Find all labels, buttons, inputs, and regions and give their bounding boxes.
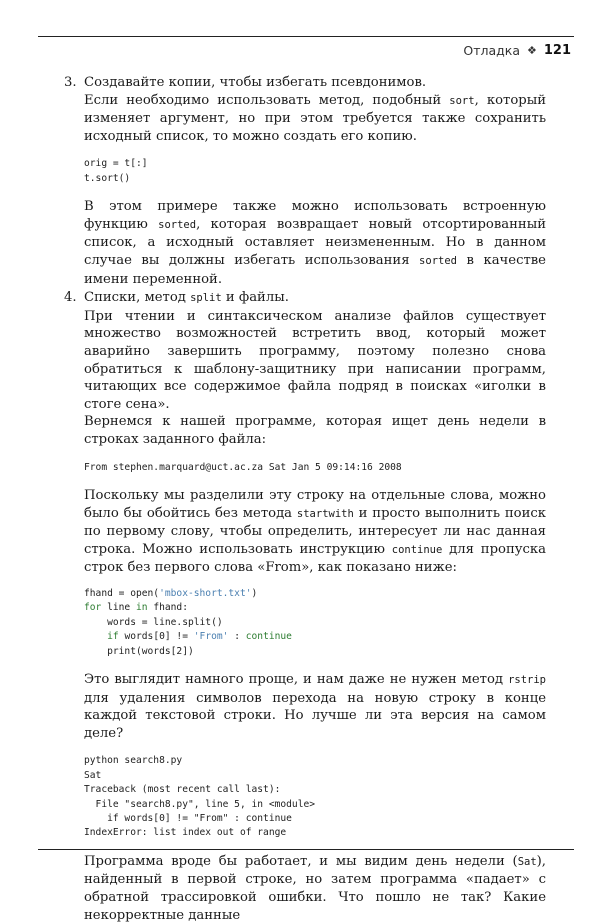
item3-title: Создавайте копии, чтобы избегать псевдонимов. <box>84 75 427 90</box>
code-block-copy: orig = t[:] t.sort() <box>84 158 148 184</box>
list-item-3 <box>64 74 546 288</box>
item3-paragraph-1: Если необходимо использовать метод, подобный sort, который изменяет аргумент, но при этом требуется также сохранить исходный список, то можно создать его копию. <box>84 92 546 144</box>
item3-paragraph-2: В этом примере также можно использовать встроенную функцию sorted, которая возвращает новый отсортированный список, а исходный оставляет неизмененным. Но в данном случае вы должны избегать использования sorted в качестве имени переменной. <box>84 199 546 287</box>
item4-paragraph-2: Вернемся к нашей программе, которая ищет день недели в строках заданного файла: <box>84 414 546 447</box>
item4-paragraph-3: Поскольку мы разделили эту строку на отдельные слова, можно было бы обойтись без метода startwith и просто выполнить поиск по первому слову, чтобы определить, интересует ли нас данная строка. Можно использовать инструкцию continue для пропуска строк без первого слова «From», как показано ниже: <box>84 487 547 576</box>
item4-paragraph-4: Это выглядит намного проще, и нам даже не нужен метод rstrip для удаления символов перехода на новую строку в конце каждой текстовой строки. Но лучше ли эта версия на самом деле? <box>84 671 546 741</box>
page-number: 121 <box>543 43 571 58</box>
list-marker-3: 3. <box>64 75 77 90</box>
item4-title: Списки, метод split и файлы. <box>84 290 289 306</box>
header-rule <box>38 36 574 37</box>
item4-paragraph-1: При чтении и синтаксическом анализе файлов существует множество возможностей встретить ввод, который может аварийно завершить программу, поэтому полезно снова обратиться к шаблону-защитнику при написании программ, читающих все содержимое файла подряд в поисках «иголки в стоге сена». <box>84 308 546 412</box>
footer-rule <box>38 849 574 850</box>
section-title: Отладка <box>463 43 520 58</box>
code-block-program: fhand = open('mbox-short.txt') for line in fhand: words = line.split() if words[0] != 'From' : continue print(words[2]) <box>84 587 292 657</box>
code-block-from-line: From stephen.marquard@uct.ac.za Sat Jan 5 09:14:16 2008 <box>84 461 402 473</box>
diamond-icon: ❖ <box>526 44 537 57</box>
running-header <box>463 43 571 58</box>
page-body <box>64 74 547 924</box>
list-marker-4: 4. <box>64 290 77 306</box>
item4-paragraph-5: Программа вроде бы работает, и мы видим день недели (Sat), найденный в первой строке, но затем программа «падает» с обратной трассировкой ошибки. Что пошло не так? Какие некорректные данные <box>84 853 546 923</box>
code-block-traceback: python search8.py Sat Traceback (most recent call last): File "search8.py", line 5, in <module> if words[0] != "From" : continue IndexError: list index out of range <box>84 755 316 839</box>
list-item-4 <box>64 289 547 924</box>
